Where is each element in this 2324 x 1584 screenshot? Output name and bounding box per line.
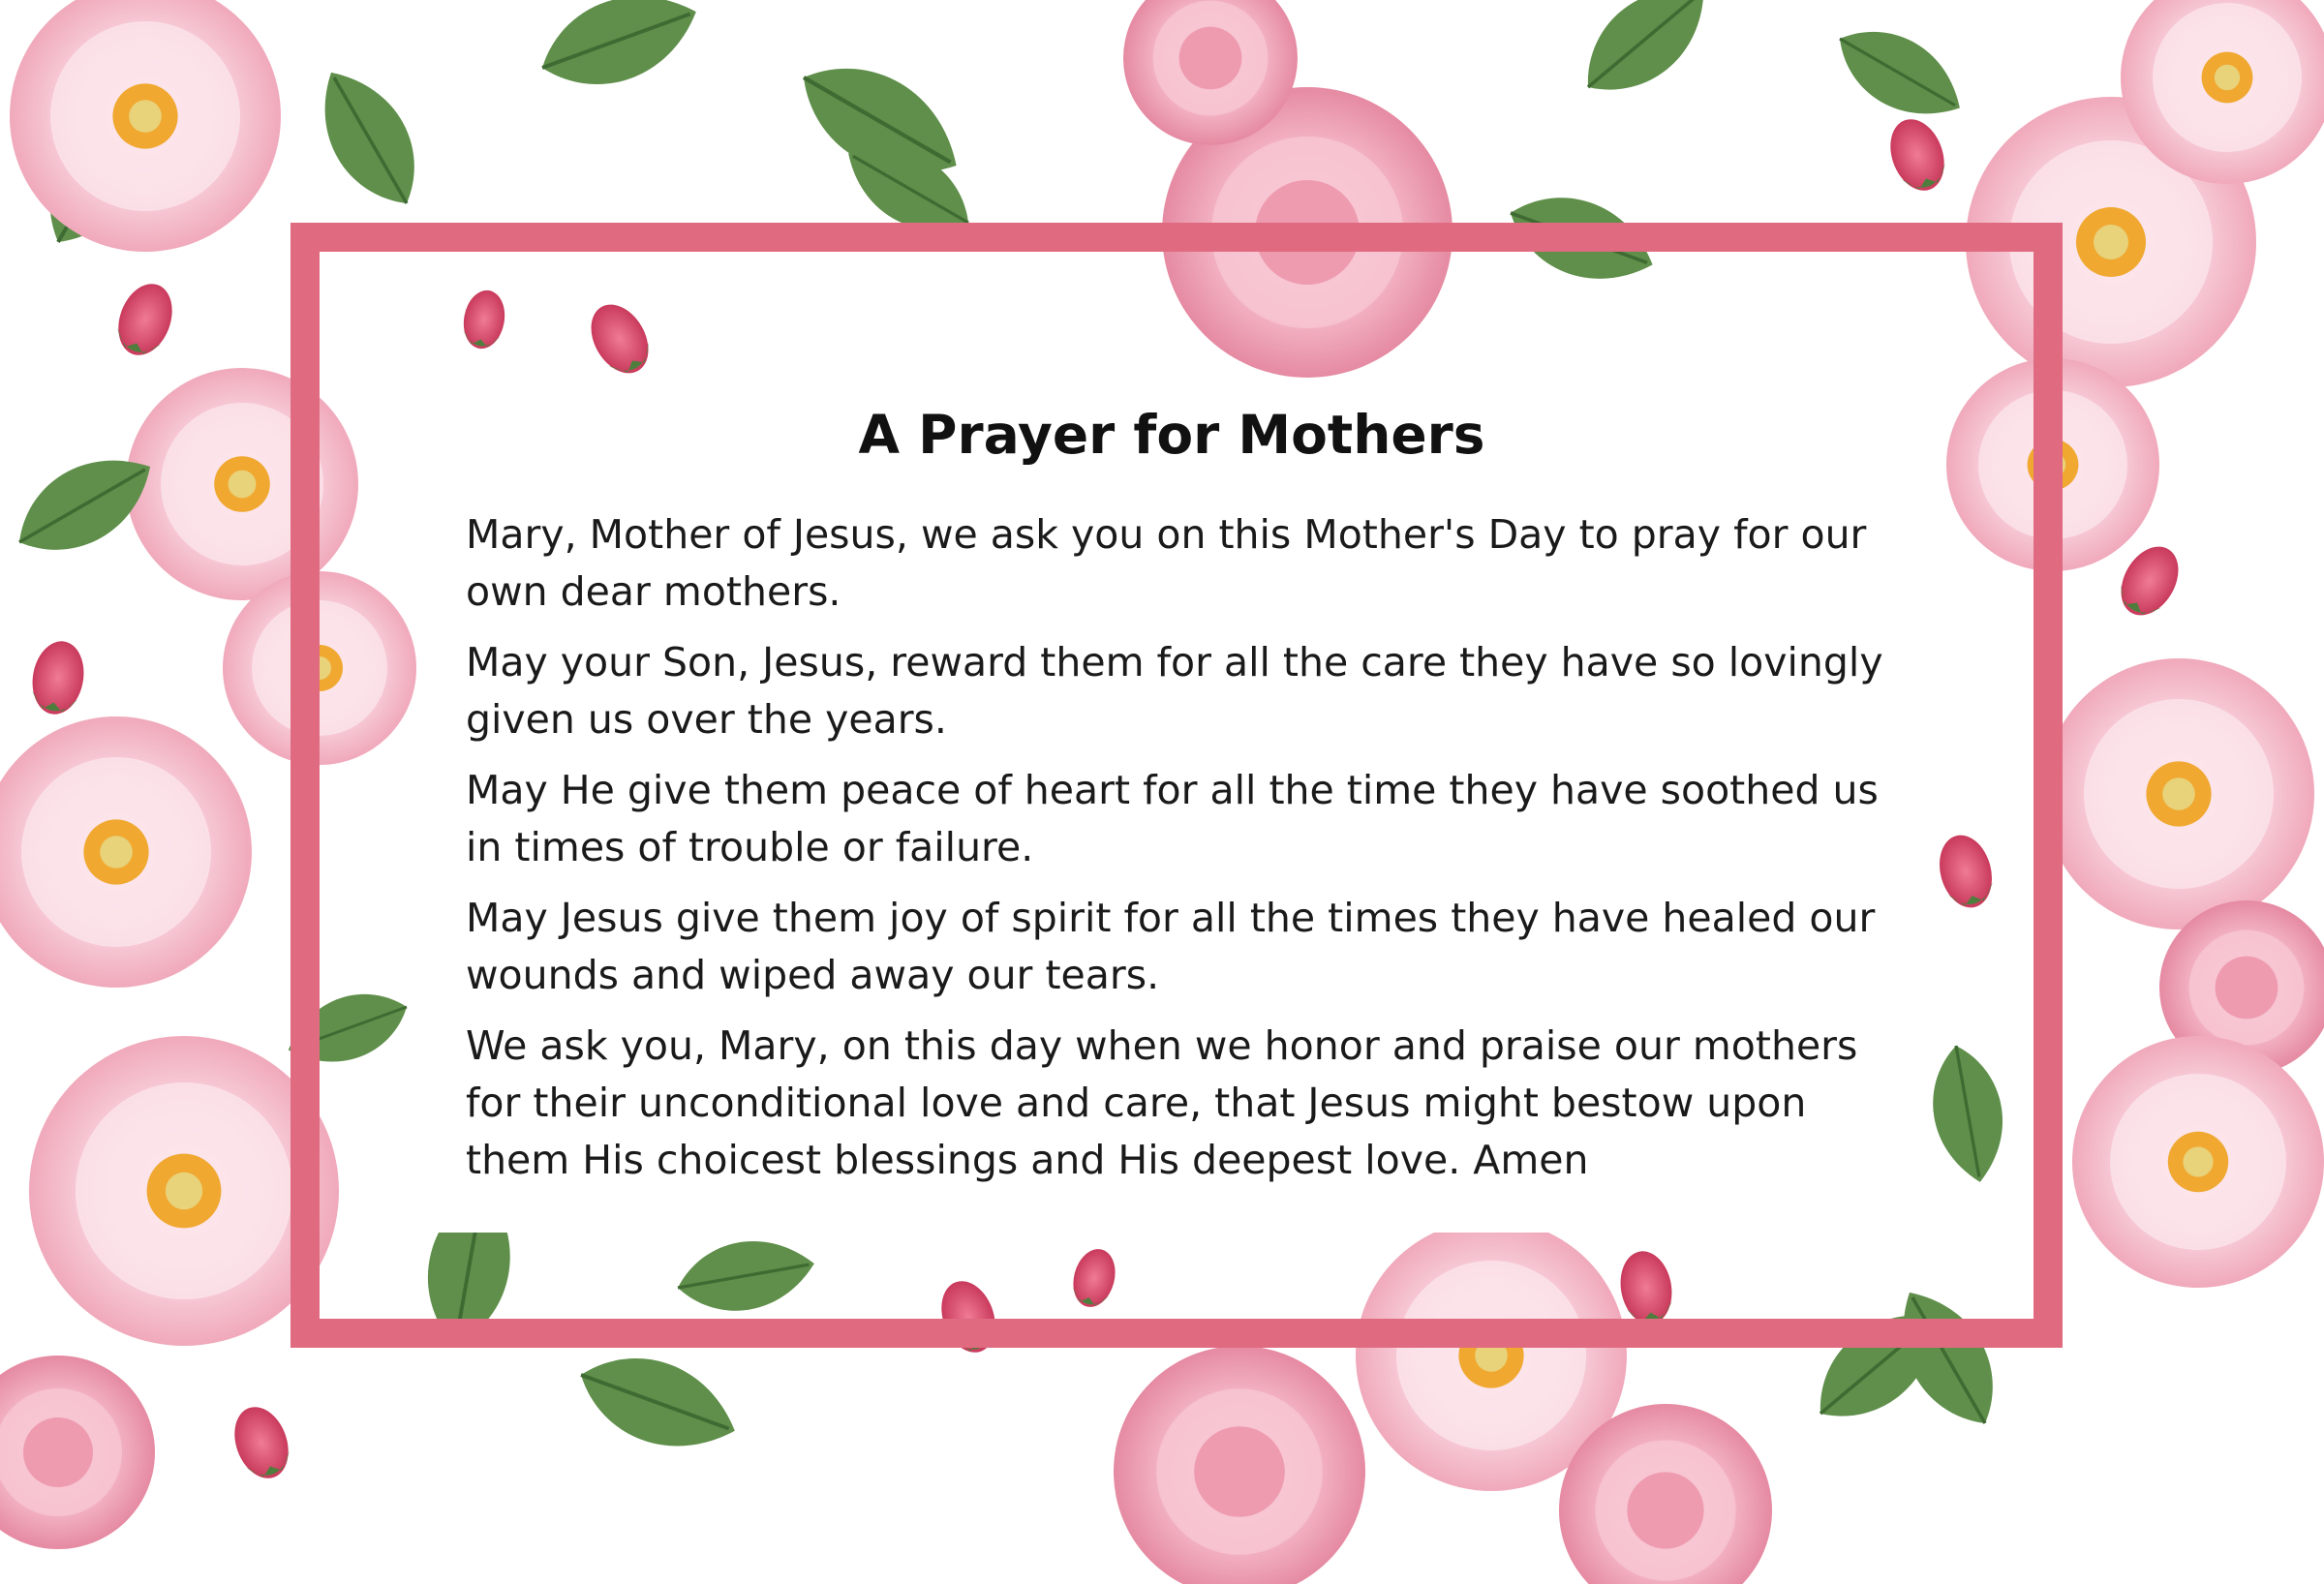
rosebud-icon (109, 276, 182, 362)
prayer-text-panel (431, 392, 1912, 1233)
rosebud-icon (2109, 536, 2189, 625)
leaf-icon (567, 1337, 749, 1469)
rose-flower-icon (0, 1356, 155, 1549)
prayer-body (466, 506, 1899, 1203)
rose-flower-icon (2043, 658, 2314, 929)
rosebud-icon (226, 1399, 298, 1485)
prayer-paragraph: May your Son, Jesus, reward them for all the care they have so lovingly given us over the years. (466, 639, 1883, 743)
rose-flower-icon (2072, 1036, 2324, 1288)
rosebud-icon (1881, 111, 1954, 198)
rose-flower-icon (10, 0, 281, 252)
prayer-paragraph: May Jesus give them joy of spirit for all the times they have healed our wounds and wiped away our tears. (466, 895, 1876, 998)
rose-flower-icon (0, 716, 252, 988)
prayer-paragraph: We ask you, Mary, on this day when we honor and praise our mothers for their unconditional love and care, that Jesus might bestow upon them His choicest blessings and His deepest love. Amen (466, 1022, 1858, 1183)
leaf-icon (529, 0, 710, 106)
leaf-icon (1564, 0, 1728, 115)
leaf-icon (299, 54, 439, 222)
leaf-icon (1822, 10, 1976, 137)
prayer-title: A Prayer for Mothers (858, 404, 1485, 466)
rose-flower-icon (1114, 1346, 1365, 1584)
rosebud-icon (27, 637, 89, 718)
prayer-paragraph: May He give them peace of heart for all the time they have soothed us in times of trouble or failure. (466, 767, 1879, 870)
prayer-paragraph: Mary, Mother of Jesus, we ask you on this Mother's Day to pray for our own dear mothers. (466, 511, 1867, 615)
